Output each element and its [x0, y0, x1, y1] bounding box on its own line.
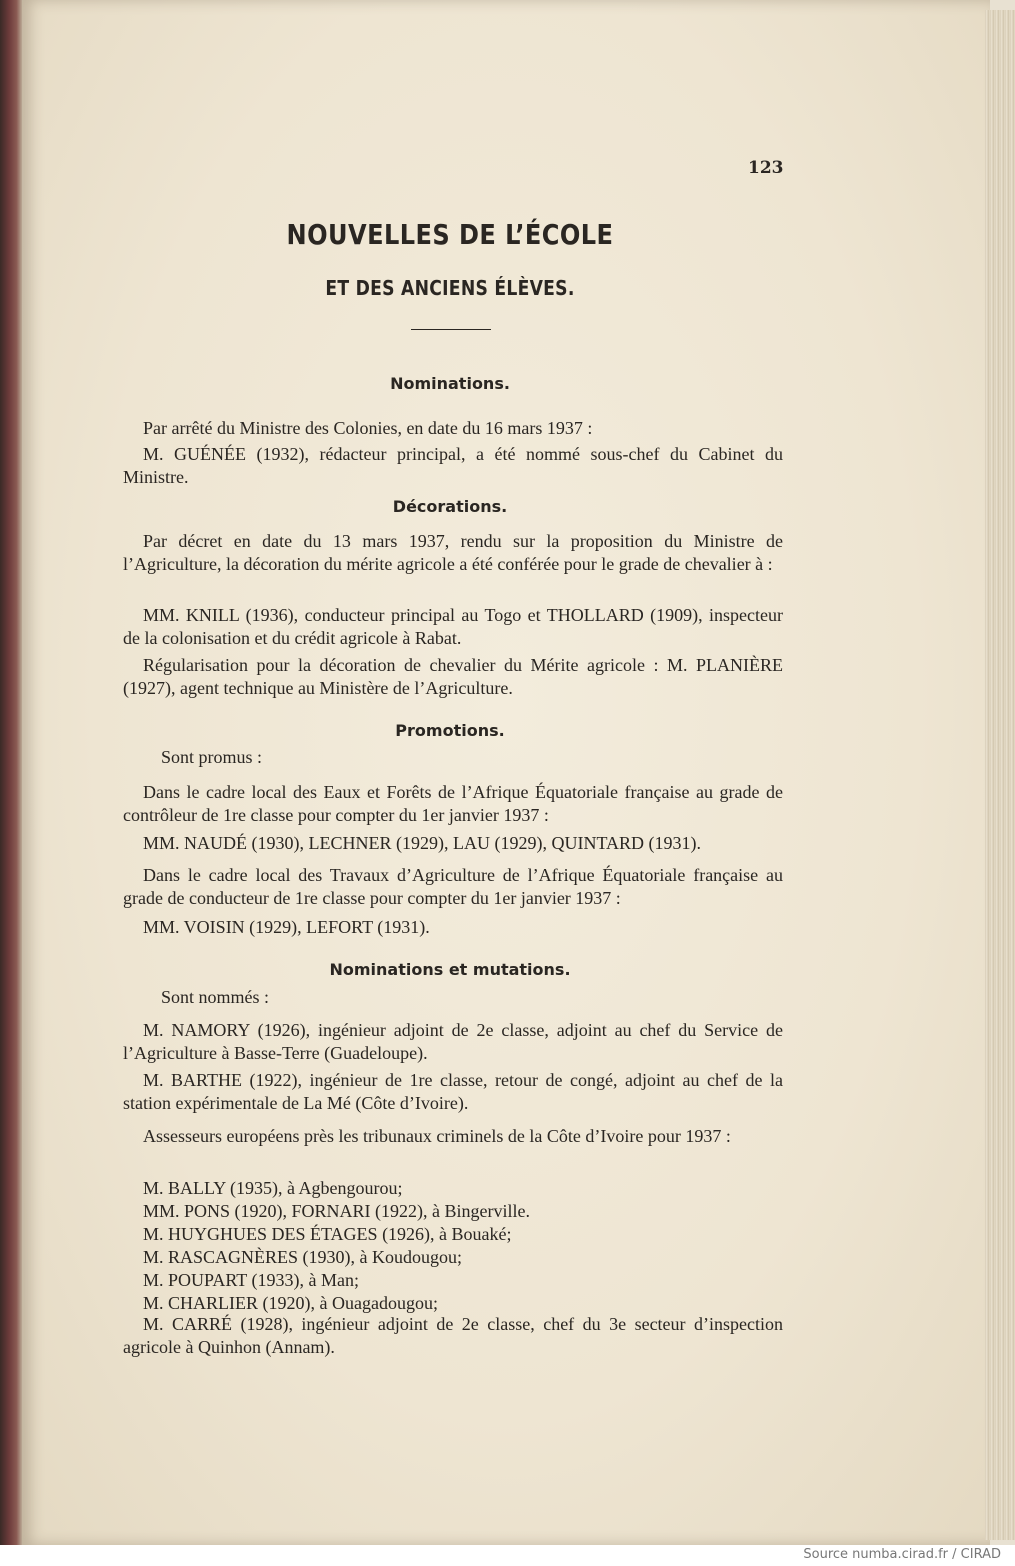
promotions-paragraph-1: Dans le cadre local des Eaux et Forêts de l’Afrique Équatoriale française au grade de contrôleur de 1re classe pour compter du 1er janvier 1937 :: [123, 782, 783, 825]
nominations-paragraph-1: Par arrêté du Ministre des Colonies, en date du 16 mars 1937 :: [143, 418, 593, 438]
title-divider: [411, 329, 491, 330]
decorations-paragraph-3: Régularisation pour la décoration de chevalier du Mérite agricole : M. PLANIÈRE (1927), agent technique au Ministère de l’Agriculture.: [123, 655, 783, 698]
promotions-paragraph-3: Dans le cadre local des Travaux d’Agriculture de l’Afrique Équatoriale française au grade de conducteur de 1re classe pour compter du 1er janvier 1937 :: [123, 865, 783, 908]
promotions-paragraph-4: MM. VOISIN (1929), LEFORT (1931).: [143, 917, 430, 937]
assessor-list-item: M. CHARLIER (1920), à Ouagadougou;: [143, 1293, 438, 1313]
decorations-paragraph-1: Par décret en date du 13 mars 1937, rendu sur la proposition du Ministre de l’Agriculture, la décoration du mérite agricole a été conférée pour le grade de chevalier à :: [123, 531, 783, 574]
mutations-paragraph-4: M. CARRÉ (1928), ingénieur adjoint de 2e classe, chef du 3e secteur d’inspection agricole à Quinhon (Annam).: [123, 1314, 783, 1357]
assessor-list-item: M. HUYGHUES DES ÉTAGES (1926), à Bouaké;: [143, 1224, 512, 1244]
promotions-intro: Sont promus :: [161, 747, 263, 767]
mutations-paragraph-3: Assesseurs européens près les tribunaux criminels de la Côte d’Ivoire pour 1937 :: [143, 1126, 731, 1146]
assessor-list-item: M. RASCAGNÈRES (1930), à Koudougou;: [143, 1247, 463, 1267]
heading-promotions: Promotions.: [395, 721, 505, 740]
book-binding: [0, 0, 22, 1545]
page-title: NOUVELLES DE L’ÉCOLE: [286, 218, 614, 251]
page-subtitle: ET DES ANCIENS ÉLÈVES.: [325, 276, 575, 300]
page-edges: [985, 10, 1015, 1540]
heading-nominations: Nominations.: [390, 374, 510, 393]
mutations-paragraph-1: M. NAMORY (1926), ingénieur adjoint de 2e classe, adjoint au chef du Service de l’Agriculture à Basse-Terre (Guadeloupe).: [123, 1020, 783, 1063]
promotions-paragraph-2: MM. NAUDÉ (1930), LECHNER (1929), LAU (1929), QUINTARD (1931).: [143, 833, 701, 853]
page-number: 123: [748, 158, 784, 178]
assessor-list-item: M. POUPART (1933), à Man;: [143, 1270, 359, 1290]
assessor-list-item: MM. PONS (1920), FORNARI (1922), à Bingerville.: [143, 1201, 530, 1221]
decorations-paragraph-2: MM. KNILL (1936), conducteur principal au Togo et THOLLARD (1909), inspecteur de la colonisation et du crédit agricole à Rabat.: [123, 605, 783, 648]
source-credit: Source numba.cirad.fr / CIRAD: [803, 1547, 1001, 1562]
nominations-paragraph-2: M. GUÉNÉE (1932), rédacteur principal, a été nommé sous-chef du Cabinet du Ministre.: [123, 444, 783, 487]
heading-decorations: Décorations.: [392, 497, 508, 516]
mutations-paragraph-2: M. BARTHE (1922), ingénieur de 1re classe, retour de congé, adjoint au chef de la station expérimentale de La Mé (Côte d’Ivoire).: [123, 1070, 783, 1113]
heading-nominations-mutations: Nominations et mutations.: [329, 960, 571, 979]
mutations-intro: Sont nommés :: [161, 987, 270, 1007]
assessor-list-item: M. BALLY (1935), à Agbengourou;: [143, 1178, 403, 1198]
